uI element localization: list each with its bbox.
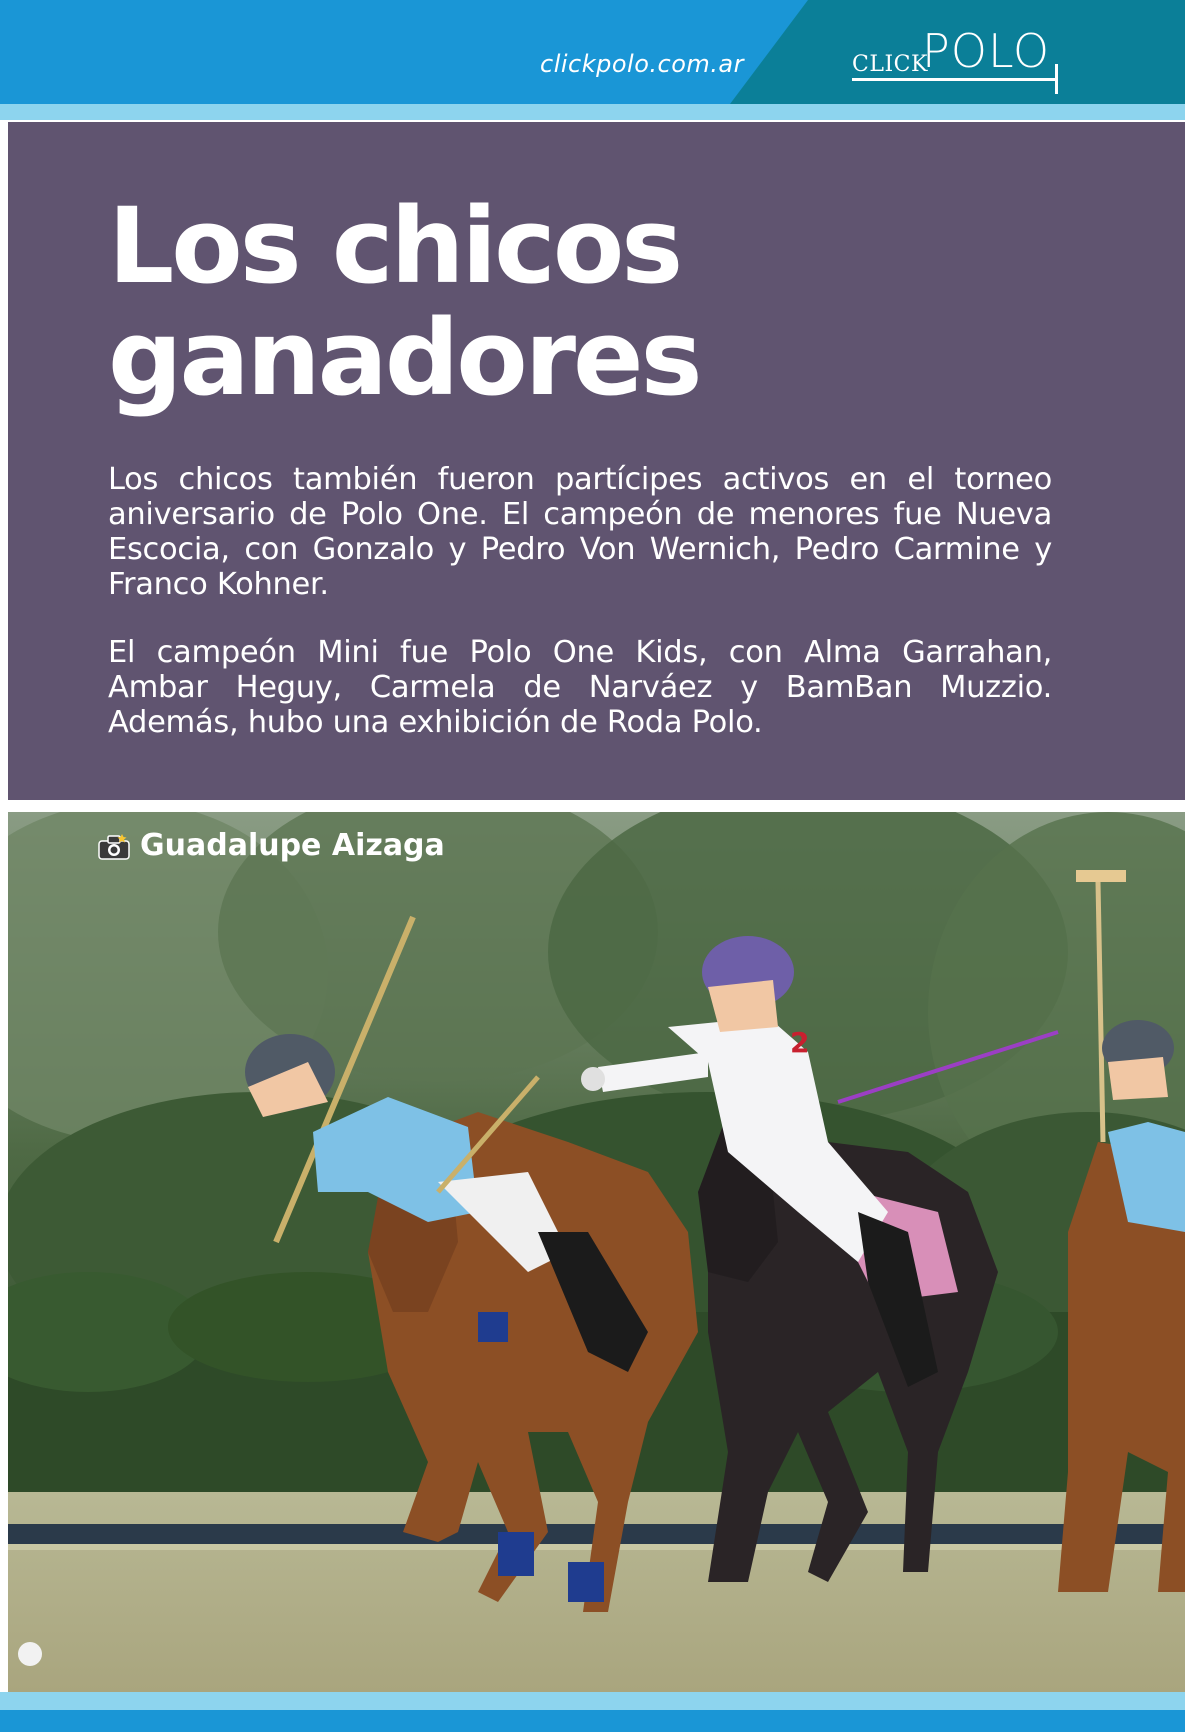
title-line-2: ganadores (108, 297, 700, 419)
article-paragraph-2: El campeón Mini fue Polo One Kids, con Alma Garrahan, Ambar Heguy, Carmela de Narváez y BamBan Muzzio. Además, hubo una exhibición de Roda Polo. (108, 635, 1052, 740)
jersey-number: 2 (790, 1026, 810, 1059)
photo-credit (98, 828, 445, 863)
article-paragraph-1: Los chicos también fueron partícipes activos en el torneo aniversario de Polo One. El campeón de menores fue Nueva Escocia, con Gonzalo y Pedro Von Wernich, Pedro Carmine y Franco Kohner. (108, 462, 1052, 602)
polo-photo-illustration (8, 812, 1185, 1692)
logo-underline (852, 78, 1057, 81)
polo-photo (8, 812, 1185, 1692)
site-url[interactable]: clickpolo.com.ar (540, 50, 744, 78)
article-title (108, 185, 1008, 419)
header-stripe (0, 104, 1185, 120)
page-header (0, 0, 1185, 104)
footer-stripe (0, 1692, 1185, 1710)
logo-tick (1055, 64, 1058, 94)
page-footer (0, 1710, 1185, 1732)
logo-click-text: CLICK (852, 52, 928, 77)
photo-credit-name: Guadalupe Aizaga (140, 828, 445, 863)
clickpolo-logo[interactable] (852, 24, 1062, 94)
title-line-1: Los chicos (108, 185, 681, 307)
logo-polo-text: POLO (922, 24, 1051, 78)
camera-icon (98, 833, 130, 859)
